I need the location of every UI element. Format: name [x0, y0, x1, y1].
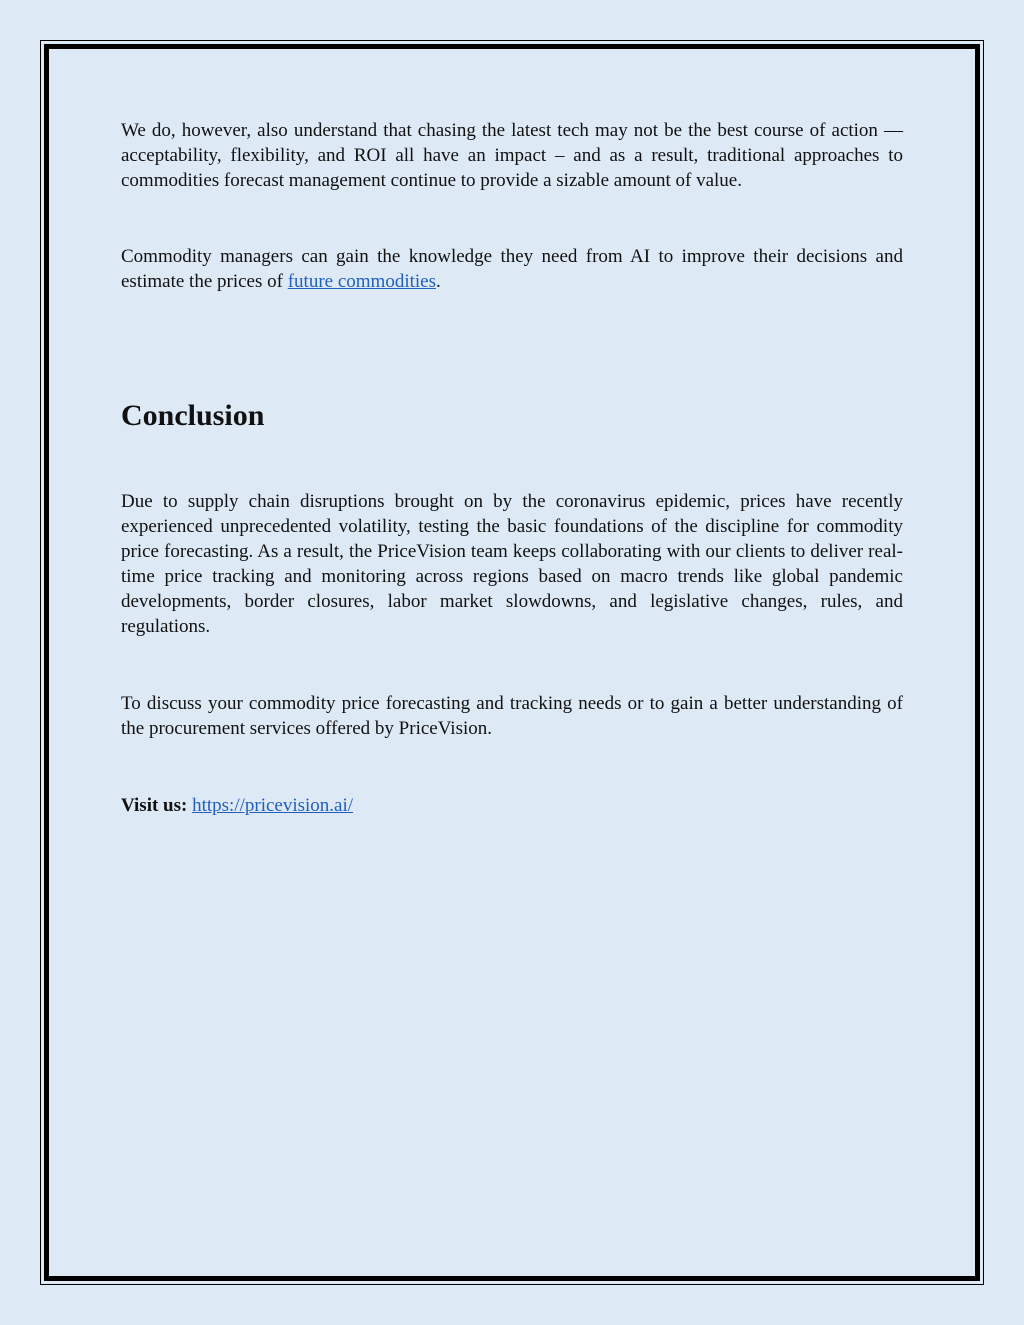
document-body — [121, 118, 903, 818]
intro-paragraph: We do, however, also understand that chasing the latest tech may not be the best course of action — acceptability, flexibility, and ROI all have an impact – and as a result, traditional approaches to commodities forecast management continue to provide a sizable amount of value. — [121, 120, 903, 191]
discuss-paragraph: To discuss your commodity price forecasting and tracking needs or to gain a better understanding of the procurement services offered by PriceVision. — [121, 693, 903, 739]
ai-paragraph — [121, 244, 903, 294]
conclusion-heading: Conclusion — [121, 399, 265, 432]
website-link[interactable]: https://pricevision.ai/ — [192, 795, 354, 816]
conclusion-paragraph: Due to supply chain disruptions brought on by the coronavirus epidemic, prices have recently experienced unprecedented volatility, testing the basic foundations of the discipline for commodity price forecasting. As a result, the PriceVision team keeps collaborating with our clients to deliver real-time price tracking and monitoring across regions based on macro trends like global pandemic developments, border closures, labor market slowdowns, and legislative changes, rules, and regulations. — [121, 491, 903, 637]
ai-paragraph-text: Commodity managers can gain the knowledge they need from AI to improve their decisions and estimate the prices of — [121, 246, 903, 292]
visit-label: Visit us: — [121, 795, 188, 816]
ai-paragraph-end: . — [436, 271, 441, 292]
visit-line — [121, 793, 903, 818]
future-commodities-link[interactable]: future commodities — [287, 271, 436, 292]
